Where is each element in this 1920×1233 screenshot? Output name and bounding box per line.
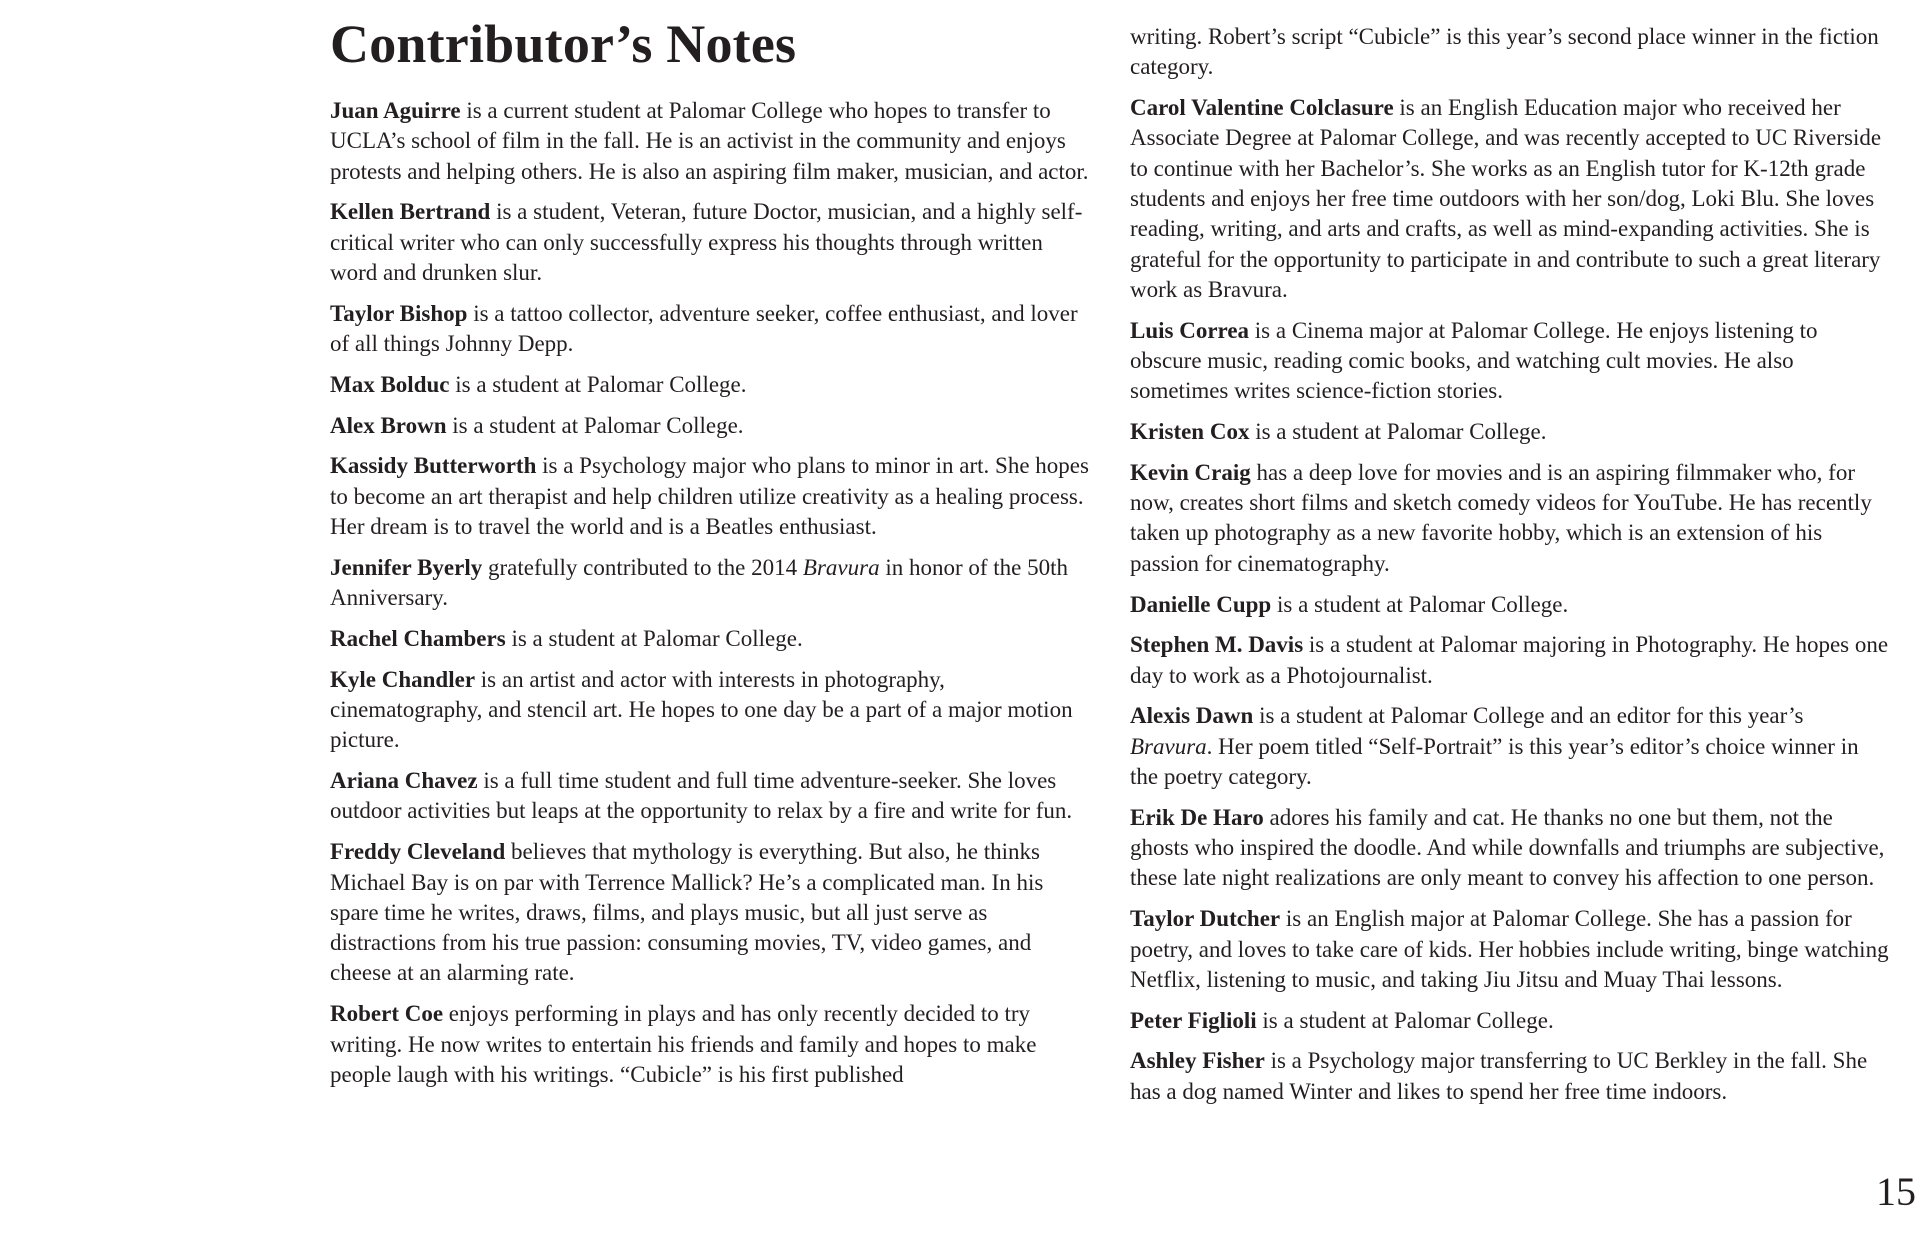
contributor-name: Carol Valentine Colclasure [1130, 95, 1394, 121]
contributor-note [330, 299, 1090, 360]
contributor-name: Luis Correa [1130, 317, 1250, 343]
contributor-bio: adores his family and cat. He thanks no one but them, not the ghosts who inspired the doodle. And while downfalls and triumphs are subjective, these late night realizations are only meant to convey his affection to one person. [1130, 804, 1885, 891]
contributor-note [1130, 590, 1890, 620]
contributor-bio: is a student, Veteran, future Doctor, musician, and a highly self-critical writer who can only successfully express his thoughts through written word and drunken slur. [330, 199, 1083, 285]
contributor-bio: believes that mythology is everything. But also, he thinks Michael Bay is on par with Terrence Mallick? He’s a complicated man. In his spare time he writes, draws, films, and plays music, but all just serve as distractions from his true passion: consuming movies, TV, video games, and cheese at an alarming rate. [330, 839, 1044, 986]
publication-title: Bravura [1130, 733, 1207, 759]
contributor-note-continuation: writing. Robert’s script “Cubicle” is this year’s second place winner in the fiction category. [1130, 24, 1879, 80]
contributor-note [330, 197, 1090, 288]
contributor-bio: is a full time student and full time adventure-seeker. She loves outdoor activities but leaps at the opportunity to relax by a fire and write for fun. [330, 768, 1073, 824]
contributor-name: Max Bolduc [330, 371, 450, 397]
contributor-bio: is a student at Palomar College. [1271, 591, 1569, 617]
publication-title: Bravura [802, 554, 880, 580]
contributor-bio: is a student at Palomar College. [449, 371, 747, 397]
page-number: 15 [1876, 1169, 1916, 1214]
contributor-bio: is a Psychology major transferring to UC Berkley in the fall. She has a dog named Winter and likes to spend her free time indoors. [1130, 1048, 1868, 1104]
contributor-name: Alex Brown [330, 412, 447, 438]
contributor-note [1130, 316, 1890, 407]
contributor-name: Rachel Chambers [330, 625, 506, 651]
contributor-bio: is a Psychology major who plans to minor in art. She hopes to become an art therapist and help children utilize creativity as a healing process. Her dream is to travel the world and is a Beatles enthusiast. [330, 453, 1089, 540]
contributor-bio: is a student at Palomar College. [505, 625, 803, 651]
contributor-name: Stephen M. Davis [1130, 632, 1304, 658]
contributor-bio: is a student at Palomar College and an editor for this year’s [1253, 703, 1804, 729]
contributor-name: Freddy Cleveland [330, 839, 506, 865]
contributor-name: Erik De Haro [1130, 804, 1264, 830]
contributor-name: Juan Aguirre [330, 98, 461, 123]
contributor-note [330, 624, 1090, 654]
contributor-note [1130, 803, 1890, 894]
contributor-note [330, 96, 1090, 187]
contributor-note [330, 665, 1090, 756]
page-title: Contributor’s Notes [330, 14, 797, 74]
contributor-name: Kyle Chandler [330, 666, 476, 692]
contributor-note [330, 451, 1090, 542]
left-column [330, 0, 1090, 1101]
contributor-note [1130, 904, 1890, 995]
contributor-bio: is a tattoo collector, adventure seeker, coffee enthusiast, and lover of all things Johnny Depp. [330, 300, 1078, 357]
contributor-bio: is a student at Palomar College. [1256, 1007, 1554, 1033]
contributor-name: Alexis Dawn [1130, 703, 1254, 729]
contributor-note [330, 411, 1090, 441]
contributor-note [330, 370, 1090, 400]
contributor-note [330, 766, 1090, 827]
contributor-name: Ashley Fisher [1130, 1048, 1265, 1074]
contributor-note [1130, 417, 1890, 447]
contributor-name: Robert Coe [330, 1001, 444, 1027]
contributor-bio-continued: in honor of the 50th Anniversary. [330, 554, 1069, 611]
contributor-name: Ariana Chavez [330, 768, 478, 794]
contributor-name: Jennifer Byerly [330, 554, 483, 580]
contributor-note [330, 553, 1090, 614]
contributor-name: Taylor Dutcher [1130, 906, 1281, 932]
contributor-note [1130, 1046, 1890, 1107]
contributor-bio: is an English major at Palomar College. She has a passion for poetry, and loves to take care of kids. Her hobbies include writing, binge watching Netflix, listening to music, and taking Jiu Jitsu and Muay Thai lessons. [1130, 906, 1889, 992]
contributor-name: Kellen Bertrand [330, 199, 491, 225]
contributor-bio-continued: . Her poem titled “Self-Portrait” is this year’s editor’s choice winner in the poetry category. [1130, 733, 1859, 790]
contributor-bio: gratefully contributed to the 2014 [482, 554, 803, 580]
right-column [1130, 22, 1890, 1118]
contributor-name: Taylor Bishop [330, 300, 468, 326]
contributor-note [330, 999, 1090, 1090]
contributor-note [1130, 93, 1890, 305]
contributor-bio: has a deep love for movies and is an aspiring filmmaker who, for now, creates short films and sketch comedy videos for YouTube. He has recently taken up photography as a new favorite hobby, which is an extension of his passion for cinematography. [1130, 459, 1872, 576]
contributor-note [1130, 701, 1890, 792]
contributor-bio: is a student at Palomar College. [1249, 419, 1547, 445]
contributor-bio: is a Cinema major at Palomar College. He enjoys listening to obscure music, reading comic books, and watching cult movies. He also sometimes writes science-fiction stories. [1130, 317, 1818, 404]
contributor-name: Danielle Cupp [1130, 591, 1272, 617]
contributor-bio: is a student at Palomar College. [446, 412, 744, 438]
contributor-bio: enjoys performing in plays and has only recently decided to try writing. He now writes to entertain his friends and family and hopes to make people laugh with his writings. “Cubicle” is his first published [330, 1001, 1037, 1087]
contributor-bio: is an English Education major who received her Associate Degree at Palomar College, and was recently accepted to UC Riverside to continue with her Bachelor’s. She works as an English tutor for K-12th grade students and enjoys her free time outdoors with her son/dog, Loki Blu. She loves reading, writing, and arts and crafts, as well as mind-expanding activities. She is grateful for the opportunity to participate in and contribute to such a great literary work as Bravura. [1130, 95, 1882, 302]
contributor-bio: is a current student at Palomar College who hopes to transfer to UCLA’s school of film in the fall. He is an activist in the community and enjoys protests and helping others. He is also an aspiring film maker, musician, and actor. [330, 98, 1089, 184]
contributor-bio: is an artist and actor with interests in photography, cinematography, and stencil art. He hopes to one day be a part of a major motion picture. [330, 666, 1073, 753]
contributor-note [330, 837, 1090, 988]
contributor-note [1130, 630, 1890, 691]
contributor-name: Kassidy Butterworth [330, 453, 537, 479]
contributor-note [1130, 458, 1890, 579]
contributor-name: Kevin Craig [1130, 459, 1251, 485]
contributor-name: Peter Figlioli [1130, 1007, 1257, 1033]
contributor-bio: is a student at Palomar majoring in Photography. He hopes one day to work as a Photojournalist. [1130, 632, 1889, 688]
contributor-note [1130, 1006, 1890, 1036]
contributor-name: Kristen Cox [1130, 419, 1250, 445]
